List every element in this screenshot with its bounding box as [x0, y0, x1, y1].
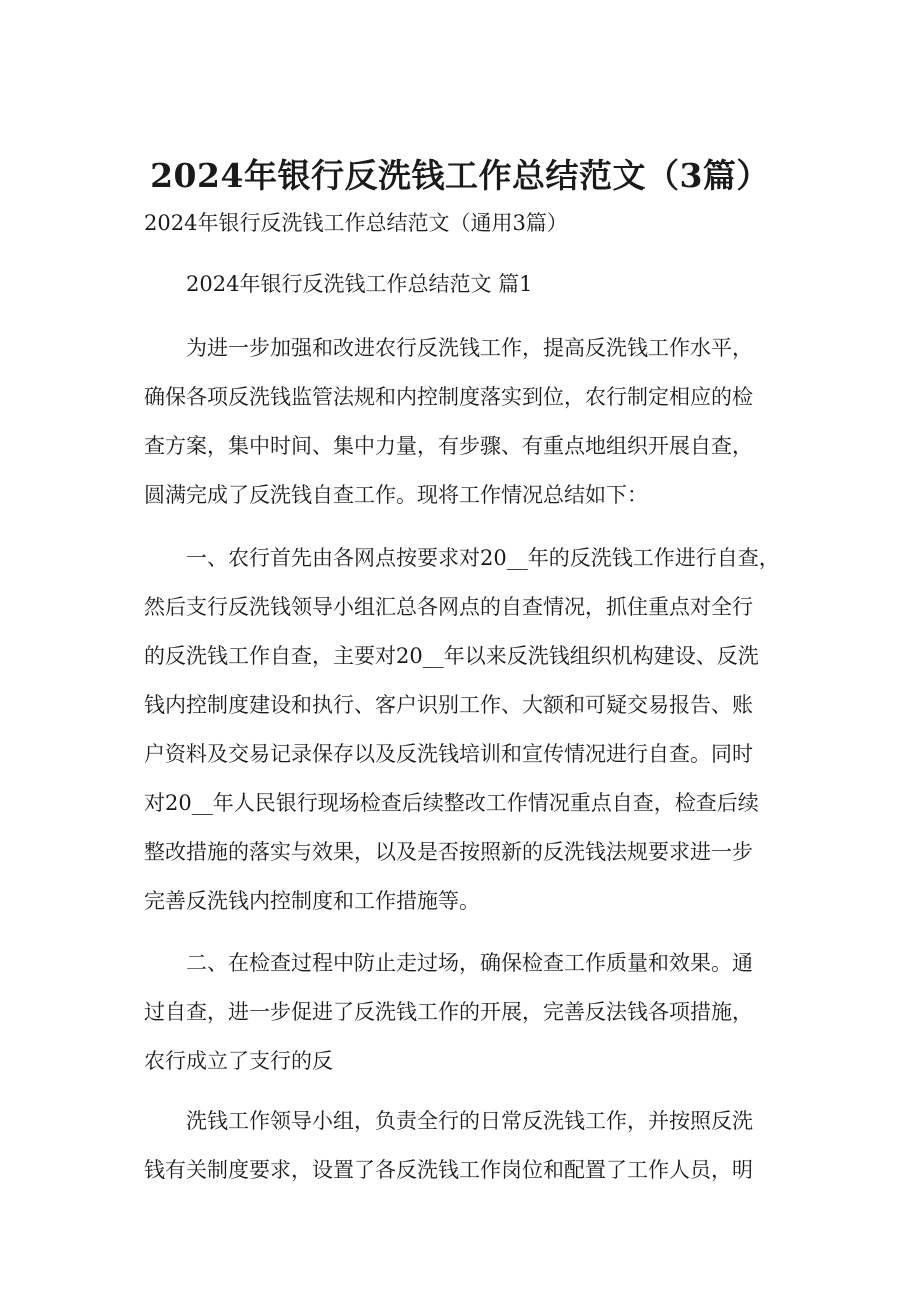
paragraph-line: 钱内控制度建设和执行、客户识别工作、大额和可疑交易报告、账 [144, 693, 753, 717]
paragraph-line: 完善反洗钱内控制度和工作措施等。 [144, 889, 480, 913]
paragraph-line: 为进一步加强和改进农行反洗钱工作，提高反洗钱工作水平， [186, 336, 753, 360]
paragraph-line: 农行成立了支行的反 [144, 1049, 333, 1073]
paragraph-line: 二、在检查过程中防止走过场，确保检查工作质量和效果。通 [186, 951, 753, 975]
document-title: 2024年银行反洗钱工作总结范文（3篇） [150, 156, 770, 195]
document-subtitle: 2024年银行反洗钱工作总结范文（通用3篇） [144, 211, 568, 235]
paragraph-line: 查方案，集中时间、集中力量，有步骤、有重点地组织开展自查， [144, 434, 753, 458]
paragraph-line: 过自查，进一步促进了反洗钱工作的开展，完善反法钱各项措施， [144, 1000, 753, 1024]
paragraph-line: 整改措施的落实与效果，以及是否按照新的反洗钱法规要求进一步 [144, 840, 753, 864]
paragraph-line: 对20__年人民银行现场检查后续整改工作情况重点自查，检查后续 [144, 791, 759, 815]
paragraph-line: 户资料及交易记录保存以及反洗钱培训和宣传情况进行自查。同时 [144, 742, 753, 766]
paragraph-line: 然后支行反洗钱领导小组汇总各网点的自查情况，抓住重点对全行 [144, 595, 753, 619]
paragraph-line: 洗钱工作领导小组，负责全行的日常反洗钱工作，并按照反洗 [186, 1109, 753, 1133]
section-heading: 2024年银行反洗钱工作总结范文 篇1 [186, 272, 533, 296]
paragraph-line: 钱有关制度要求，设置了各反洗钱工作岗位和配置了工作人员，明 [144, 1158, 753, 1182]
paragraph-line: 一、农行首先由各网点按要求对20__年的反洗钱工作进行自查， [186, 546, 780, 570]
paragraph-line: 确保各项反洗钱监管法规和内控制度落实到位，农行制定相应的检 [144, 385, 753, 409]
paragraph-line: 圆满完成了反洗钱自查工作。现将工作情况总结如下： [144, 483, 648, 507]
paragraph-line: 的反洗钱工作自查，主要对20__年以来反洗钱组织机构建设、反洗 [144, 644, 759, 668]
